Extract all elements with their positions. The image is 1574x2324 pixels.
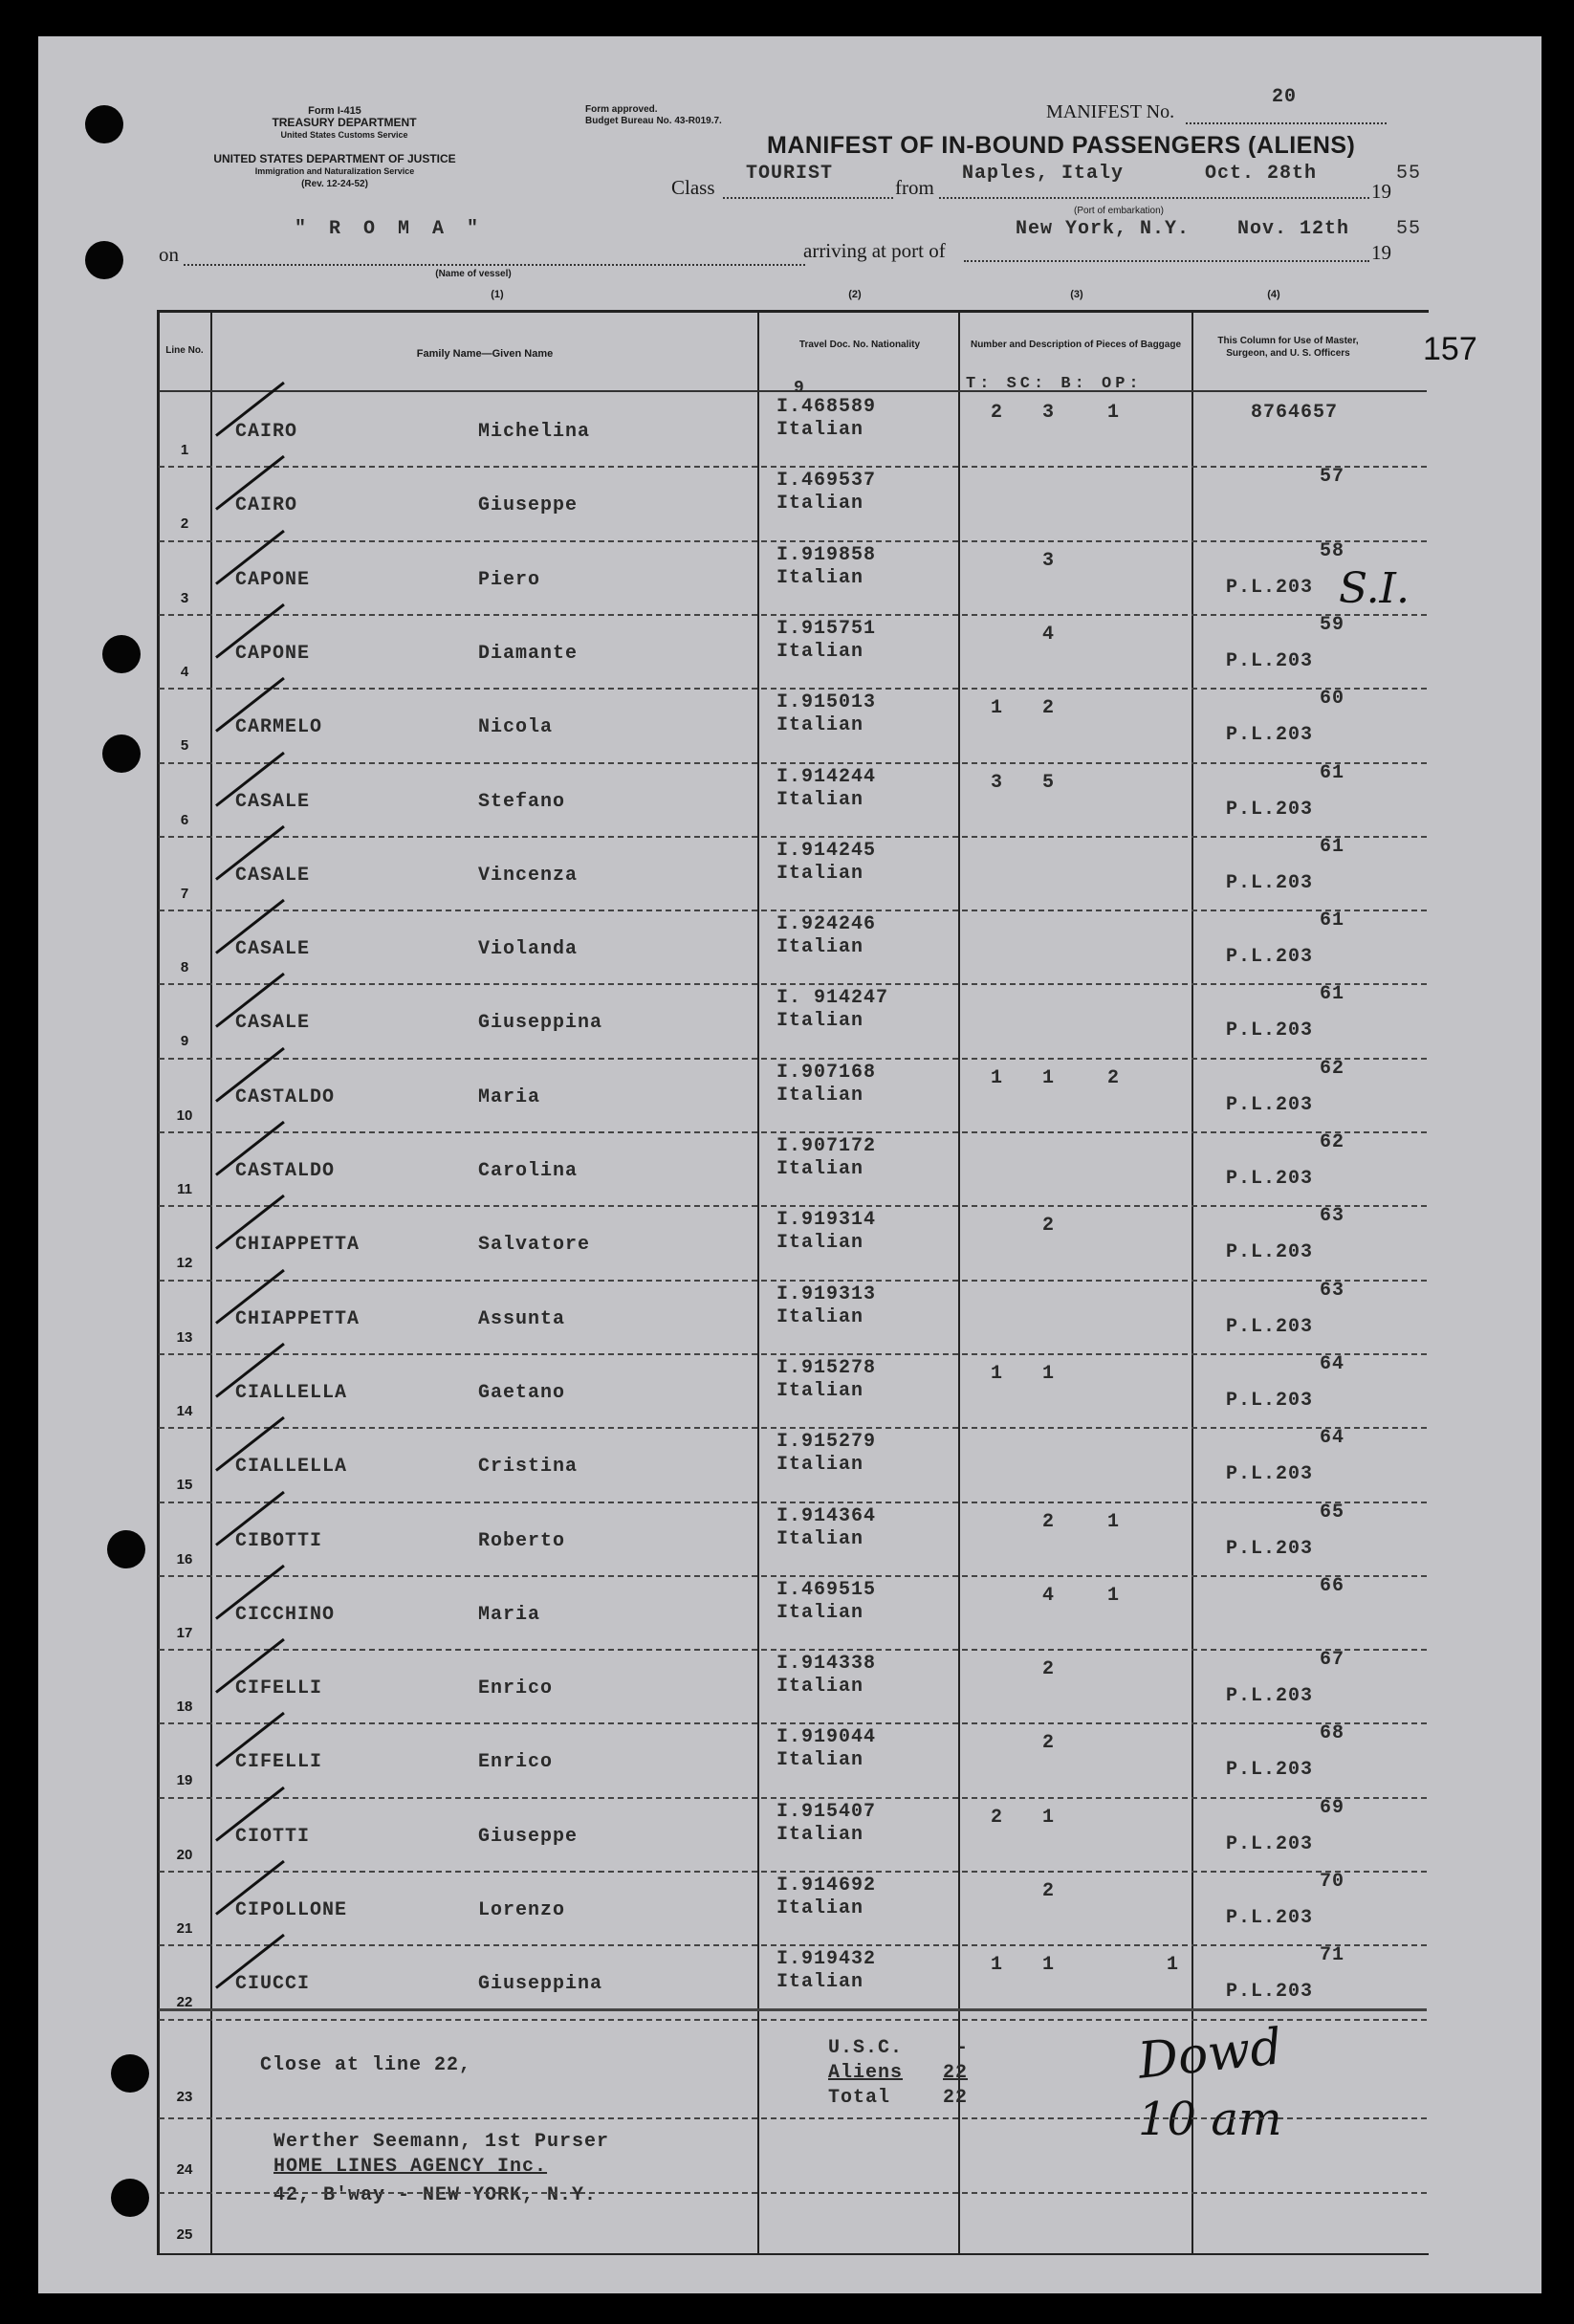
- agency-address: 42, B'way - NEW YORK, N.Y.: [273, 2184, 598, 2206]
- punch-hole: [111, 2054, 149, 2093]
- line-number: 3: [180, 589, 189, 606]
- arrival-port: New York, N.Y.: [1016, 218, 1191, 240]
- pl-reference: P.L.203: [1226, 1315, 1314, 1338]
- pl-reference: P.L.203: [1226, 946, 1314, 969]
- year-prefix: 19: [1371, 180, 1391, 203]
- budget-bureau: Budget Bureau No. 43-R019.7.: [585, 116, 722, 126]
- officer-number: 63: [1320, 1279, 1345, 1302]
- from-date: Oct. 28th: [1205, 163, 1318, 185]
- travel-doc-number: I.915279: [776, 1431, 877, 1454]
- nationality: Italian: [776, 1897, 864, 1919]
- line-no-header: Line No.: [165, 345, 204, 356]
- baggage-count: 3: [1042, 402, 1056, 424]
- baggage-count: 2: [1042, 1732, 1056, 1755]
- officer-signature: Dowd: [1135, 2018, 1285, 2091]
- line-number: 4: [180, 663, 189, 680]
- row-divider: [159, 1353, 1427, 1355]
- baggage-count: 1: [991, 1362, 1004, 1385]
- officer-number: 68: [1320, 1722, 1345, 1745]
- given-name: Vincenza: [478, 864, 579, 887]
- nationality: Italian: [776, 1305, 864, 1328]
- ins-service: Immigration and Naturalization Service: [254, 166, 415, 176]
- travel-doc-number: I.469515: [776, 1578, 877, 1601]
- pl-reference: P.L.203: [1226, 1241, 1314, 1264]
- form-revision: (Rev. 12-24-52): [301, 179, 368, 189]
- travel-doc-number: I. 914247: [776, 987, 889, 1010]
- family-name: CIPOLLONE: [235, 1899, 348, 1921]
- row-divider: [159, 1797, 1427, 1799]
- line-number: 25: [176, 2226, 193, 2243]
- officer-number: 64: [1320, 1427, 1345, 1450]
- officer-number: 62: [1320, 1131, 1345, 1153]
- row-divider: [159, 1502, 1427, 1503]
- baggage-count: 2: [991, 1806, 1004, 1829]
- officer-number: 57: [1320, 466, 1345, 489]
- officer-number: 61: [1320, 983, 1345, 1006]
- row-divider: [159, 1205, 1427, 1207]
- given-name: Assunta: [478, 1307, 566, 1330]
- line-number: 17: [176, 1624, 193, 1641]
- column-number: (1): [491, 289, 504, 300]
- baggage-count: 2: [1042, 697, 1056, 720]
- family-name: CIOTTI: [235, 1825, 311, 1848]
- officer-number: 60: [1320, 688, 1345, 711]
- baggage-count: 2: [1107, 1066, 1121, 1089]
- row-divider: [159, 1722, 1427, 1724]
- baggage-count: 2: [1042, 1880, 1056, 1902]
- family-name: CARMELO: [235, 716, 323, 739]
- row-divider: [159, 1944, 1427, 1946]
- from-port: Naples, Italy: [962, 163, 1125, 185]
- row-divider: [159, 910, 1427, 911]
- travel-doc-number: I.915751: [776, 617, 877, 640]
- family-name: CASALE: [235, 1012, 311, 1035]
- given-name: Giuseppe: [478, 1825, 579, 1848]
- line-number: 9: [180, 1033, 189, 1050]
- given-name: Enrico: [478, 1751, 554, 1774]
- pl-reference: P.L.203: [1226, 1537, 1314, 1560]
- family-name: CIUCCI: [235, 1973, 311, 1996]
- line-number: 13: [176, 1328, 193, 1346]
- punch-hole: [107, 1530, 145, 1568]
- given-name: Stefano: [478, 790, 566, 813]
- given-name: Salvatore: [478, 1234, 591, 1257]
- punch-hole: [85, 105, 123, 143]
- margin-annotation: S.I.: [1339, 564, 1410, 613]
- given-name: Violanda: [478, 938, 579, 961]
- line-number: 8: [180, 959, 189, 976]
- baggage-count: 3: [991, 771, 1004, 794]
- nationality: Italian: [776, 1823, 864, 1846]
- nationality: Italian: [776, 1084, 864, 1107]
- punch-hole: [85, 241, 123, 279]
- travel-doc-number: I.919858: [776, 543, 877, 566]
- baggage-header: Number and Description of Pieces of Baggage: [970, 340, 1182, 350]
- pl-reference: P.L.203: [1226, 1168, 1314, 1190]
- family-name: CAPONE: [235, 642, 311, 665]
- nationality: Italian: [776, 1676, 864, 1699]
- row-divider: [159, 1280, 1427, 1282]
- table-left-border: [157, 310, 160, 2255]
- family-name: CHIAPPETTA: [235, 1307, 361, 1330]
- nationality: Italian: [776, 1749, 864, 1772]
- from-label: from: [895, 176, 934, 199]
- line-number: 7: [180, 885, 189, 902]
- officer-number: 62: [1320, 1057, 1345, 1080]
- officer-number: 70: [1320, 1871, 1345, 1893]
- arrival-year: 55: [1396, 218, 1422, 240]
- baggage-count: 4: [1042, 1584, 1056, 1607]
- given-name: Michelina: [478, 421, 591, 443]
- family-name: CIALLELLA: [235, 1456, 348, 1479]
- family-name: CAPONE: [235, 568, 311, 591]
- family-name: CIFELLI: [235, 1751, 323, 1774]
- travel-doc-number: I.919314: [776, 1209, 877, 1232]
- line-number: 5: [180, 737, 189, 755]
- class-label: Class: [671, 176, 715, 199]
- given-name: Enrico: [478, 1677, 554, 1700]
- pl-reference: P.L.203: [1226, 649, 1314, 672]
- pl-reference: P.L.203: [1226, 1463, 1314, 1486]
- family-name: CIBOTTI: [235, 1529, 323, 1552]
- family-name: CASALE: [235, 938, 311, 961]
- table-top-border: [157, 310, 1429, 313]
- vessel-name: " R O M A ": [295, 218, 485, 240]
- officer-number: 61: [1320, 835, 1345, 858]
- family-name: CIFELLI: [235, 1677, 323, 1700]
- line-number: 19: [176, 1772, 193, 1789]
- given-name: Nicola: [478, 716, 554, 739]
- row-divider: [159, 1131, 1427, 1133]
- line-number: 22: [176, 1994, 193, 2011]
- year-prefix-arrival: 19: [1371, 241, 1391, 264]
- row-divider: [159, 540, 1427, 542]
- travel-doc-number: I.915407: [776, 1800, 877, 1823]
- aliens-value: 22: [943, 2062, 969, 2084]
- nationality: Italian: [776, 1232, 864, 1255]
- travel-doc-header: Travel Doc. No. Nationality: [798, 340, 921, 350]
- travel-doc-number: I.915278: [776, 1356, 877, 1379]
- row-divider: [159, 1871, 1427, 1873]
- nationality: Italian: [776, 1010, 864, 1033]
- pl-reference: P.L.203: [1226, 1759, 1314, 1782]
- travel-doc-number: I.915013: [776, 691, 877, 714]
- travel-doc-number: I.914692: [776, 1875, 877, 1896]
- class-value: TOURIST: [746, 163, 834, 185]
- punch-hole: [102, 734, 141, 773]
- row-divider: [159, 1649, 1427, 1651]
- agency-name: HOME LINES AGENCY Inc.: [273, 2156, 548, 2178]
- family-name: CICCHINO: [235, 1603, 336, 1626]
- pl-reference: P.L.203: [1226, 1019, 1314, 1042]
- given-name: Lorenzo: [478, 1899, 566, 1921]
- baggage-count: 1: [1107, 1584, 1121, 1607]
- travel-doc-number: I.914244: [776, 765, 877, 788]
- travel-doc-number: I.914364: [776, 1504, 877, 1527]
- travel-doc-number: I.907168: [776, 1061, 877, 1084]
- row-divider: [159, 614, 1427, 616]
- officer-number: 61: [1320, 761, 1345, 784]
- family-name: CAIRO: [235, 421, 298, 443]
- close-note: Close at line 22,: [260, 2054, 472, 2076]
- arrival-date: Nov. 12th: [1237, 218, 1350, 240]
- manifest-page: [38, 36, 1541, 2293]
- arriving-label: arriving at port of: [803, 239, 946, 262]
- row-divider: [159, 1427, 1427, 1429]
- baggage-count: 1: [1042, 1066, 1056, 1089]
- baggage-count: 1: [991, 697, 1004, 720]
- row-divider: [159, 466, 1427, 468]
- form-number: Form I-415: [308, 105, 361, 117]
- pl-reference: P.L.203: [1226, 1093, 1314, 1116]
- pl-reference: P.L.203: [1226, 1981, 1314, 2004]
- nationality: Italian: [776, 419, 864, 441]
- pl-reference: P.L.203: [1226, 798, 1314, 821]
- given-name: Giuseppe: [478, 494, 579, 517]
- nationality: Italian: [776, 493, 864, 515]
- line-number: 10: [176, 1107, 193, 1124]
- column-number: (4): [1267, 289, 1280, 300]
- aliens-label: Aliens: [828, 2062, 904, 2084]
- officer-number: 64: [1320, 1352, 1345, 1375]
- page-number: 157: [1423, 331, 1477, 367]
- column-number: (3): [1070, 289, 1083, 300]
- nationality: Italian: [776, 1601, 864, 1624]
- officer-number: 59: [1320, 613, 1345, 636]
- travel-doc-number: I.469537: [776, 470, 877, 493]
- officer-signature-time: 10 am: [1138, 2093, 1282, 2146]
- officer-number: 58: [1320, 539, 1345, 562]
- family-name: CAIRO: [235, 494, 298, 517]
- treasury-dept: TREASURY DEPARTMENT: [272, 116, 417, 129]
- manifest-number: 20: [1272, 86, 1298, 108]
- given-name: Roberto: [478, 1529, 566, 1552]
- travel-doc-number: I.919044: [776, 1726, 877, 1749]
- baggage-count: 5: [1042, 771, 1056, 794]
- header-mark: 9: [794, 379, 805, 398]
- baggage-count: 3: [1042, 549, 1056, 572]
- line-number: 1: [180, 442, 189, 458]
- total-value: 22: [943, 2087, 969, 2109]
- column-number: (2): [848, 289, 862, 300]
- baggage-count: 1: [1107, 1510, 1121, 1533]
- officer-number: 65: [1320, 1501, 1345, 1524]
- row-divider: [159, 762, 1427, 764]
- baggage-count: 1: [1107, 402, 1121, 424]
- baggage-count: 2: [1042, 1510, 1056, 1533]
- pl-reference: P.L.203: [1226, 871, 1314, 894]
- usc-label: U.S.C.: [828, 2037, 904, 2059]
- nationality: Italian: [776, 1454, 864, 1477]
- pl-reference: P.L.203: [1226, 1832, 1314, 1855]
- baggage-codes: T: SC: B: OP:: [966, 375, 1143, 393]
- punch-hole: [111, 2179, 149, 2217]
- customs-service: United States Customs Service: [280, 130, 408, 140]
- vessel-name-label: (Name of vessel): [435, 269, 512, 279]
- manifest-title: MANIFEST OF IN-BOUND PASSENGERS (ALIENS): [767, 132, 1356, 159]
- line-number: 16: [176, 1550, 193, 1568]
- row-divider: [159, 983, 1427, 985]
- given-name: Gaetano: [478, 1381, 566, 1404]
- line-number: 24: [176, 2161, 193, 2178]
- officer-number: 63: [1320, 1205, 1345, 1228]
- nationality: Italian: [776, 1527, 864, 1550]
- travel-doc-number: I.924246: [776, 913, 877, 936]
- given-name: Maria: [478, 1603, 541, 1626]
- baggage-count: 4: [1042, 623, 1056, 646]
- given-name: Cristina: [478, 1456, 579, 1479]
- family-name: CASALE: [235, 790, 311, 813]
- officer-number: 61: [1320, 910, 1345, 932]
- row-divider: [159, 688, 1427, 690]
- baggage-count: 2: [1042, 1658, 1056, 1681]
- baggage-count: 2: [991, 402, 1004, 424]
- justice-dept: UNITED STATES DEPARTMENT OF JUSTICE: [213, 152, 456, 165]
- nationality: Italian: [776, 862, 864, 885]
- row-divider: [159, 2019, 1427, 2021]
- pl-reference: P.L.203: [1226, 576, 1314, 599]
- travel-doc-number: I.919313: [776, 1283, 877, 1305]
- family-name: CASALE: [235, 864, 311, 887]
- officers-header: This Column for Use of Master, Surgeon, and U. S. Officers: [1217, 336, 1359, 359]
- usc-value: -: [956, 2037, 970, 2059]
- travel-doc-number: I.914245: [776, 839, 877, 862]
- officer-number: 69: [1320, 1796, 1345, 1819]
- on-label: on: [159, 243, 179, 266]
- pl-reference: P.L.203: [1226, 1907, 1314, 1929]
- line-number: 14: [176, 1402, 193, 1419]
- pl-reference: P.L.203: [1226, 1685, 1314, 1708]
- nationality: Italian: [776, 1971, 864, 1994]
- travel-doc-number: I.468589: [776, 396, 877, 418]
- nationality: Italian: [776, 936, 864, 959]
- punch-hole: [102, 635, 141, 673]
- form-approved: Form approved.: [585, 104, 658, 115]
- officer-number: 8764657: [1251, 402, 1339, 424]
- nationality: Italian: [776, 788, 864, 811]
- family-name: CIALLELLA: [235, 1381, 348, 1404]
- port-of-embarkation-label: (Port of embarkation): [1074, 206, 1164, 216]
- given-name: Diamante: [478, 642, 579, 665]
- family-name: CASTALDO: [235, 1085, 336, 1108]
- family-name: CHIAPPETTA: [235, 1234, 361, 1257]
- nationality: Italian: [776, 1379, 864, 1402]
- family-name: CASTALDO: [235, 1160, 336, 1182]
- from-year: 55: [1396, 163, 1422, 185]
- line-number: 18: [176, 1699, 193, 1716]
- line-number: 21: [176, 1920, 193, 1937]
- pl-reference: P.L.203: [1226, 724, 1314, 747]
- baggage-count: 1: [991, 1954, 1004, 1977]
- row-divider: [159, 1058, 1427, 1060]
- officer-number: 66: [1320, 1574, 1345, 1597]
- baggage-count: 1: [1042, 1806, 1056, 1829]
- baggage-count: 1: [1042, 1362, 1056, 1385]
- baggage-count: 1: [1167, 1954, 1180, 1977]
- line-number: 23: [176, 2089, 193, 2105]
- line-number: 15: [176, 1477, 193, 1494]
- line-number: 11: [177, 1181, 192, 1197]
- given-name: Piero: [478, 568, 541, 591]
- line-number: 12: [176, 1255, 193, 1272]
- purser-name: Werther Seemann, 1st Purser: [273, 2131, 610, 2153]
- nationality: Italian: [776, 1158, 864, 1180]
- officer-number: 67: [1320, 1649, 1345, 1672]
- nationality: Italian: [776, 640, 864, 663]
- given-name: Giuseppina: [478, 1973, 603, 1996]
- pl-reference: P.L.203: [1226, 1389, 1314, 1412]
- name-header: Family Name—Given Name: [416, 348, 554, 360]
- row-divider: [159, 836, 1427, 838]
- nationality: Italian: [776, 714, 864, 737]
- baggage-count: 1: [1042, 1954, 1056, 1977]
- manifest-no-label: MANIFEST No.: [1046, 101, 1175, 122]
- baggage-count: 2: [1042, 1215, 1056, 1238]
- travel-doc-number: I.907172: [776, 1135, 877, 1157]
- nationality: Italian: [776, 566, 864, 589]
- line-number: 20: [176, 1846, 193, 1863]
- given-name: Carolina: [478, 1160, 579, 1182]
- baggage-count: 1: [991, 1066, 1004, 1089]
- given-name: Maria: [478, 1085, 541, 1108]
- line-number: 6: [180, 811, 189, 828]
- given-name: Giuseppina: [478, 1012, 603, 1035]
- officer-number: 71: [1320, 1944, 1345, 1967]
- line-number: 2: [180, 515, 189, 533]
- row-divider: [159, 1575, 1427, 1577]
- travel-doc-number: I.919432: [776, 1948, 877, 1971]
- total-label: Total: [828, 2087, 891, 2109]
- travel-doc-number: I.914338: [776, 1653, 877, 1676]
